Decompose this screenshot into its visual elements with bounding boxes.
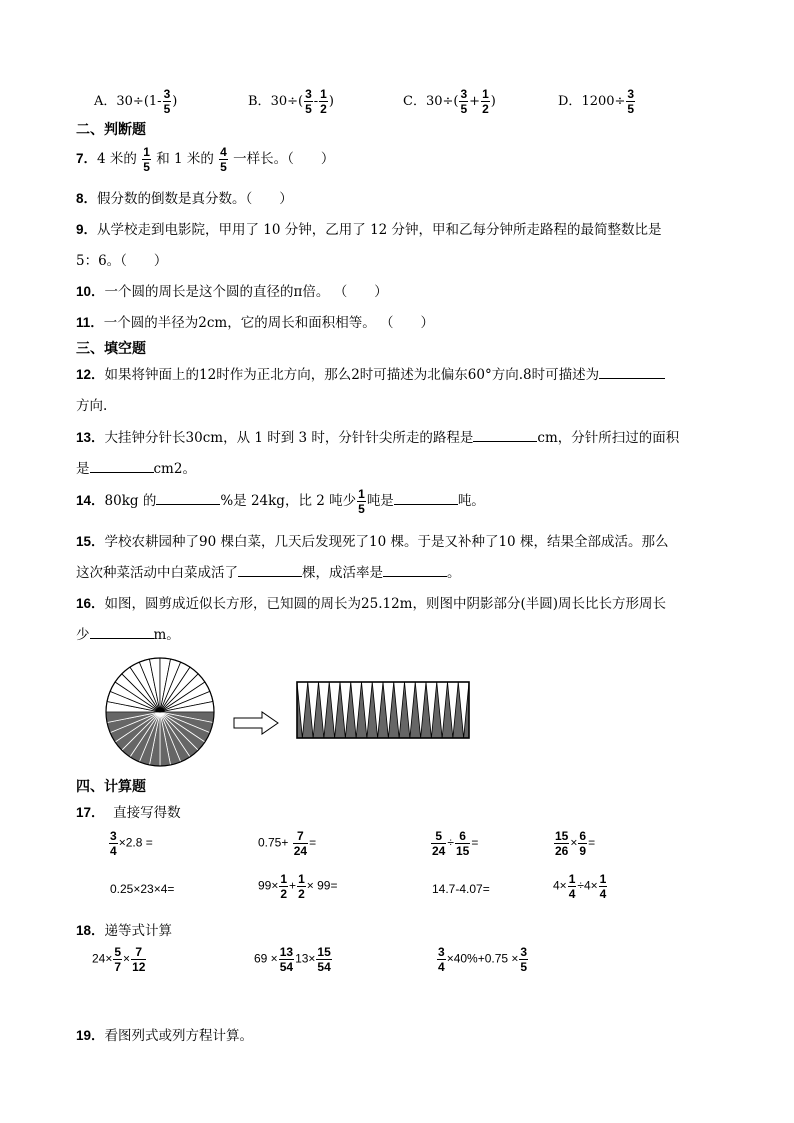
question-15: 15．学校农耕园种了90 棵白菜，几天后发现死了10 棵。于是又补种了10 棵，结果全部成活。那么: [76, 534, 669, 550]
question-10: 10．一个圆的周长是这个圆的直径的π倍。 （ ）: [76, 284, 388, 300]
section-title-fill-in: 三、填空题: [76, 341, 146, 357]
approximate-rectangle-diagram: [297, 682, 469, 738]
calc-17-e: 0.25×23×4=: [110, 882, 175, 896]
section-title-judgment: 二、判断题: [76, 122, 146, 138]
question-19: 19．看图列式或列方程计算。: [76, 1028, 254, 1044]
question-11: 11．一个圆的半径为2cm，它的周长和面积相等。 （ ）: [76, 315, 435, 331]
calc-18-a: 24× $\frac{5}{7}$ × $\frac{7}{12}$: [92, 945, 146, 974]
calc-18-c: $\frac{3}{4}$ ×40%+0.75 × $\frac{3}{5}$: [438, 945, 528, 974]
question-18: 18．递等式计算: [76, 923, 173, 939]
question-12-line2: 方向.: [76, 398, 108, 414]
question-13: 13．大挂钟分针长30cm，从 1 时到 3 时，分针针尖所走的路程是 cm，分针所扫过的面积: [76, 430, 680, 446]
calc-17-f: 99× $\frac{1}{2}$ + $\frac{1}{2}$ × 99=: [258, 872, 338, 901]
circle-to-rectangle-figure: [100, 656, 480, 776]
option-b: B．30÷( $\frac{3}{5}$ - $\frac{1}{2}$ ): [248, 87, 334, 116]
answer-blank[interactable]: [238, 564, 302, 577]
question-12: 12．如果将钟面上的12时作为正北方向，那么2时可描述为北偏东60°方向.8时可描述为: [76, 363, 665, 383]
question-7: 7．4 米的 $\frac{1}{5}$ 和 1 米的 $\frac{4}{5}$ 一样长。（ ）: [76, 145, 335, 174]
calc-17-c: $\frac{5}{24}$ ÷ $\frac{6}{15}$ =: [432, 829, 479, 858]
sector-circle-diagram: [106, 658, 214, 766]
section-title-calculation: 四、计算题: [76, 779, 146, 795]
question-13-line2: 是 cm2。: [76, 461, 196, 477]
question-8: 8．假分数的倒数是真分数。（ ）: [76, 191, 293, 207]
calc-17-d: $\frac{15}{26}$ × $\frac{6}{9}$ =: [555, 829, 596, 858]
answer-blank[interactable]: [156, 492, 220, 505]
option-d: D．1200÷ $\frac{3}{5}$: [558, 87, 635, 116]
answer-blank[interactable]: [394, 492, 458, 505]
question-17: 17． 直接写得数: [76, 805, 181, 821]
calc-17-a: $\frac{3}{4}$ ×2.8 =: [110, 829, 153, 858]
answer-blank[interactable]: [473, 429, 537, 442]
question-16: 16．如图，圆剪成近似长方形，已知圆的周长为25.12m，则图中阴影部分(半圆)周长比长方形周长: [76, 596, 667, 612]
answer-blank[interactable]: [383, 564, 447, 577]
answer-blank[interactable]: [599, 366, 665, 379]
calc-17-b: 0.75+ $\frac{7}{24}$ =: [258, 829, 317, 858]
calc-18-b: 69 × $\frac{13}{54}$ 13× $\frac{15}{54}$: [254, 945, 331, 974]
question-16-line2: 少 m。: [76, 627, 180, 643]
calc-17-h: 4× $\frac{1}{4}$ ÷4× $\frac{1}{4}$: [553, 872, 607, 901]
question-9: 9．从学校走到电影院，甲用了 10 分钟，乙用了 12 分钟，甲和乙每分钟所走路程的最简整数比是: [76, 222, 662, 238]
option-c: C．30÷( $\frac{3}{5}$ + $\frac{1}{2}$ ): [403, 87, 496, 116]
answer-blank[interactable]: [90, 460, 154, 473]
option-a: A．30÷(1- $\frac{3}{5}$ ): [94, 87, 178, 116]
question-9-line2: 5：6。（ ）: [76, 253, 168, 269]
question-15-line2: 这次种菜活动中白菜成活了 棵，成活率是 。: [76, 565, 461, 581]
answer-blank[interactable]: [90, 626, 154, 639]
right-arrow-icon: [234, 712, 278, 734]
calc-17-g: 14.7-4.07=: [432, 882, 490, 896]
question-14: 14．80kg 的 %是 24kg，比 2 吨少 $\frac{1}{5}$ 吨是 吨。: [76, 487, 485, 516]
